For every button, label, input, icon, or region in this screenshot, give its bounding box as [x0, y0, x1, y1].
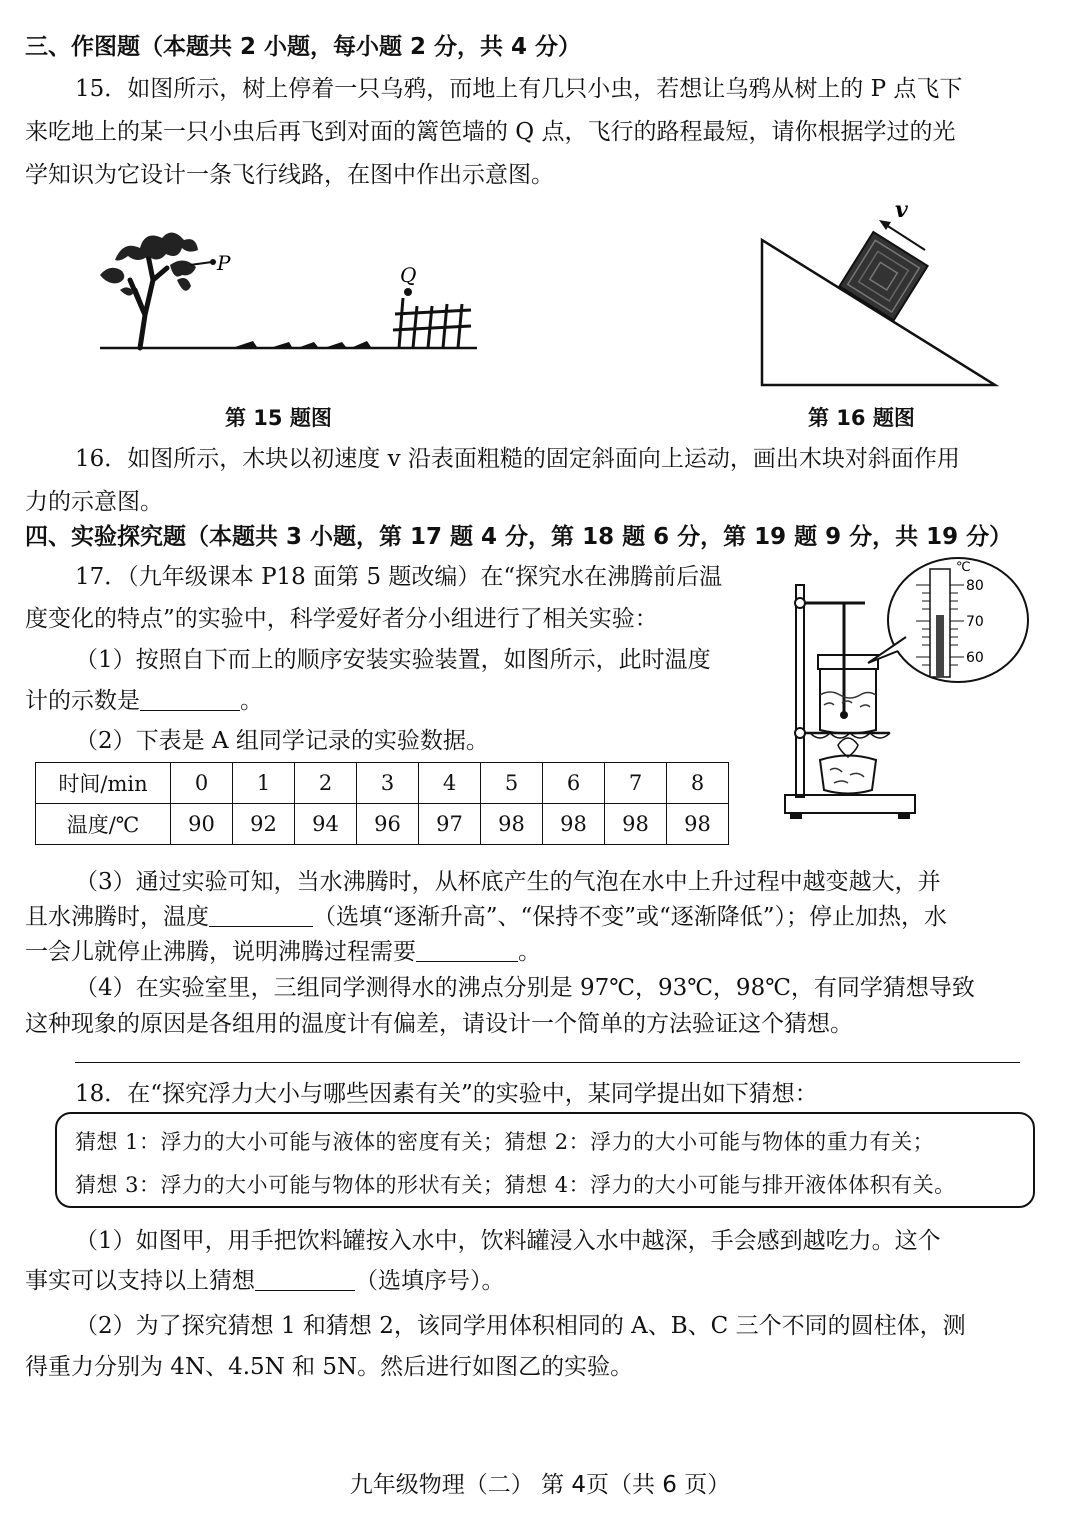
table-cell: 97 [419, 804, 481, 845]
q17-p4-answer-line[interactable] [75, 1062, 1020, 1063]
q17-p4-line1: （4）在实验室里，三组同学测得水的沸点分别是 97℃，93℃，98℃，有同学猜想导致 [75, 975, 975, 1001]
q17-p2: （2）下表是 A 组同学记录的实验数据。 [75, 728, 489, 754]
q18-p2-line2: 得重力分别为 4N、4.5N 和 5N。然后进行如图乙的实验。 [25, 1354, 634, 1380]
thermo-unit: ℃ [956, 560, 971, 575]
hypotheses-line2: 猜想 3：浮力的大小可能与物体的形状有关；猜想 4：浮力的大小可能与排开液体体积有关。 [75, 1173, 956, 1197]
q17-p3-line2: 且水沸腾时，温度 （选填“逐渐升高”、“保持不变”或“逐渐降低”）；停止加热，水 [25, 904, 948, 930]
figure-15-caption: 第 15 题图 [225, 406, 332, 430]
table-cell: 3 [357, 763, 419, 804]
table-cell: 6 [543, 763, 605, 804]
q18-p1-line1: （1）如图甲，用手把饮料罐按入水中，饮料罐浸入水中越深，手会感到越吃力。这个 [75, 1228, 941, 1254]
hypotheses-line1: 猜想 1：浮力的大小可能与液体的密度有关；猜想 2：浮力的大小可能与物体的重力有关； [75, 1130, 935, 1154]
thermo-tick-80: 80 [966, 578, 984, 594]
q15-line3: 学知识为它设计一条飞行线路，在图中作出示意图。 [25, 162, 554, 188]
table-cell: 98 [667, 804, 729, 845]
section4-title: 四、实验探究题（本题共 3 小题，第 17 题 4 分，第 18 题 6 分，第 19 题 9 分，共 19 分） [25, 524, 1013, 550]
label-v: v [895, 197, 908, 223]
table-cell: 92 [233, 804, 295, 845]
table-head-time: 时间/min [36, 763, 171, 804]
q18-p2-line1: （2）为了探究猜想 1 和猜想 2，该同学用体积相同的 A、B、C 三个不同的圆柱体，测 [75, 1313, 966, 1339]
table-row-temperature [36, 804, 729, 845]
q15-line2: 来吃地上的某一只小虫后再飞到对面的篱笆墙的 Q 点，飞行的路程最短，请你根据学过的光 [25, 119, 956, 145]
thermo-tick-60: 60 [966, 650, 984, 666]
q18-p1-line2: 事实可以支持以上猜想 （选填序号）。 [25, 1268, 505, 1294]
table-cell: 98 [481, 804, 543, 845]
table-cell: 0 [171, 763, 233, 804]
q15-line1: 15．如图所示，树上停着一只乌鸦，而地上有几只小虫，若想让乌鸦从树上的 P 点飞下 [75, 76, 963, 102]
answer-blank-temperature-trend[interactable] [209, 904, 313, 927]
table-cell: 8 [667, 763, 729, 804]
table-cell: 7 [605, 763, 667, 804]
q16-line2: 力的示意图。 [25, 489, 163, 515]
table-row-time [36, 763, 729, 804]
q17-line2: 度变化的特点”的实验中，科学爱好者分小组进行了相关实验： [25, 606, 658, 632]
answer-blank-hypothesis[interactable] [255, 1268, 355, 1291]
label-q: Q [400, 263, 417, 287]
q17-data-table [35, 762, 729, 845]
section3-title: 三、作图题（本题共 2 小题，每小题 2 分，共 4 分） [25, 34, 582, 60]
table-cell: 98 [605, 804, 667, 845]
table-head-temperature: 温度/℃ [36, 804, 171, 845]
q16-line1: 16．如图所示，木块以初速度 v 沿表面粗糙的固定斜面向上运动，画出木块对斜面作用 [75, 446, 960, 472]
table-cell: 1 [233, 763, 295, 804]
table-cell: 96 [357, 804, 419, 845]
table-cell: 4 [419, 763, 481, 804]
q17-p1-line1: （1）按照自下而上的顺序安装实验装置，如图所示，此时温度 [75, 647, 711, 673]
figure-16-incline [755, 195, 1015, 395]
table-cell: 90 [171, 804, 233, 845]
q17-p4-line2: 这种现象的原因是各组用的温度计有偏差，请设计一个简单的方法验证这个猜想。 [25, 1011, 853, 1037]
page-footer: 九年级物理（二） 第 4页（共 6 页） [349, 1472, 731, 1498]
hypotheses-box [55, 1112, 1035, 1208]
thermo-tick-70: 70 [966, 614, 984, 630]
q17-line1: 17．（九年级课本 P18 面第 5 题改编）在“探究水在沸腾前后温 [75, 564, 723, 590]
table-cell: 98 [543, 804, 605, 845]
q17-p3-line1: （3）通过实验可知，当水沸腾时，从杯底产生的气泡在水中上升过程中越变越大，并 [75, 869, 941, 895]
label-p: P [217, 251, 231, 275]
table-cell: 2 [295, 763, 357, 804]
figure-16-caption: 第 16 题图 [808, 406, 915, 430]
q17-p3-line3: 一会儿就停止沸腾，说明沸腾过程需要 。 [25, 939, 541, 965]
figure-17-apparatus [780, 555, 1030, 835]
answer-blank-thermometer[interactable] [140, 688, 240, 711]
q18-intro: 18．在“探究浮力大小与哪些因素有关”的实验中，某同学提出如下猜想： [75, 1081, 818, 1107]
figure-15-tree-scene [95, 220, 495, 360]
q17-p1-line2: 计的示数是 。 [25, 688, 263, 714]
table-cell: 94 [295, 804, 357, 845]
table-cell: 5 [481, 763, 543, 804]
answer-blank-boiling-needs[interactable] [416, 939, 518, 962]
